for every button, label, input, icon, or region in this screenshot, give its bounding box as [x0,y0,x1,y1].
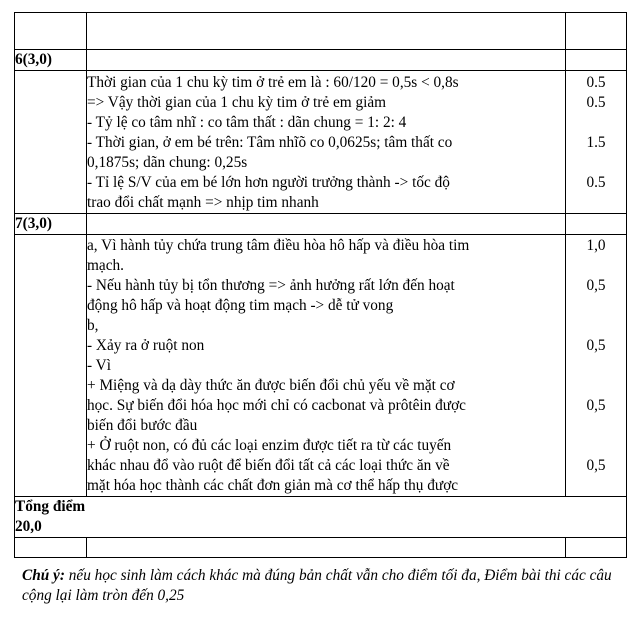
answer-line: => Vậy thời gian của 1 chu kỳ tim ở trẻ em giảm [87,94,387,111]
question-6-label: 6(3,0) [15,50,87,71]
table-bottom-row [15,538,627,558]
total-value: 20,0 [15,518,42,535]
answer-line: + Ở ruột non, có đủ các loại enzim được tiết ra từ các tuyến [87,437,452,454]
answer-line: + Miệng và dạ dày thức ăn được biến đổi chủ yếu về mặt cơ [87,377,455,394]
point-value: 1,0 [586,237,606,254]
answer-line: động hô hấp và hoạt động tim mạch -> dễ tử vong [87,297,394,314]
question-7-header-row [15,214,627,235]
note-text: nếu học sinh làm cách khác mà đúng bản chất vẫn cho điểm tối đa, Điểm bài thi các câu cộng lại làm tròn đến 0,25 [22,567,612,604]
point-value: 0.5 [586,94,606,111]
answer-line: - Vì [87,357,111,374]
question-6-header-row [15,50,627,71]
answer-line: mặt hóa học thành các chất đơn giản mà cơ thể hấp thụ được [87,477,459,494]
question-6-answer-row [15,71,627,214]
answer-line: biến đổi bước đầu [87,417,198,434]
question-7-label: 7(3,0) [15,214,87,235]
note-label: Chú ý: [22,567,65,584]
question-6-answer-text [87,71,566,214]
answer-line: - Nếu hành tủy bị tổn thương => ảnh hưởng rất lớn đến hoạt [87,277,455,294]
question-7-points [566,235,627,497]
answer-line: - Xảy ra ở ruột non [87,337,205,354]
answer-line: khác nhau đổ vào ruột để biến đổi tất cả các loại thức ăn về [87,457,450,474]
question-6-points [566,71,627,214]
point-value: 0.5 [586,74,606,91]
question-7-answer-row [15,235,627,497]
answer-line: - Tỷ lệ co tâm nhĩ : co tâm thất : dãn chung = 1: 2: 4 [87,114,407,131]
point-value: 0,5 [586,337,606,354]
point-value: 0,5 [586,277,606,294]
answer-line: - Tỉ lệ S/V của em bé lớn hơn người trưởng thành -> tốc độ [87,174,450,191]
answer-line: a, Vì hành tủy chứa trung tâm điều hòa hô hấp và điều hòa tim [87,237,470,254]
answer-line: trao đổi chất mạnh => nhịp tim nhanh [87,194,319,211]
answer-line: Thời gian của 1 chu kỳ tim ở trẻ em là : 60/120 = 0,5s < 0,8s [87,74,459,91]
total-label: Tổng điểm [15,498,86,515]
total-score [15,497,627,538]
answer-key-table [14,12,627,558]
answer-line: mạch. [87,257,124,274]
question-7-answer-text [87,235,566,497]
point-value: 0,5 [586,457,606,474]
answer-line: b, [87,317,99,334]
answer-line: 0,1875s; dãn chung: 0,25s [87,154,248,171]
total-row [15,497,627,538]
answer-line: - Thời gian, ở em bé trên: Tâm nhĩõ co 0,0625s; tâm thất co [87,134,453,151]
answer-line: học. Sự biến đổi hóa học mới chỉ có cacbonat và prôtêin được [87,397,466,414]
point-value: 0.5 [586,174,606,191]
point-value: 0,5 [586,397,606,414]
table-top-row [15,13,627,50]
grading-note [22,566,622,606]
point-value: 1.5 [586,134,606,151]
